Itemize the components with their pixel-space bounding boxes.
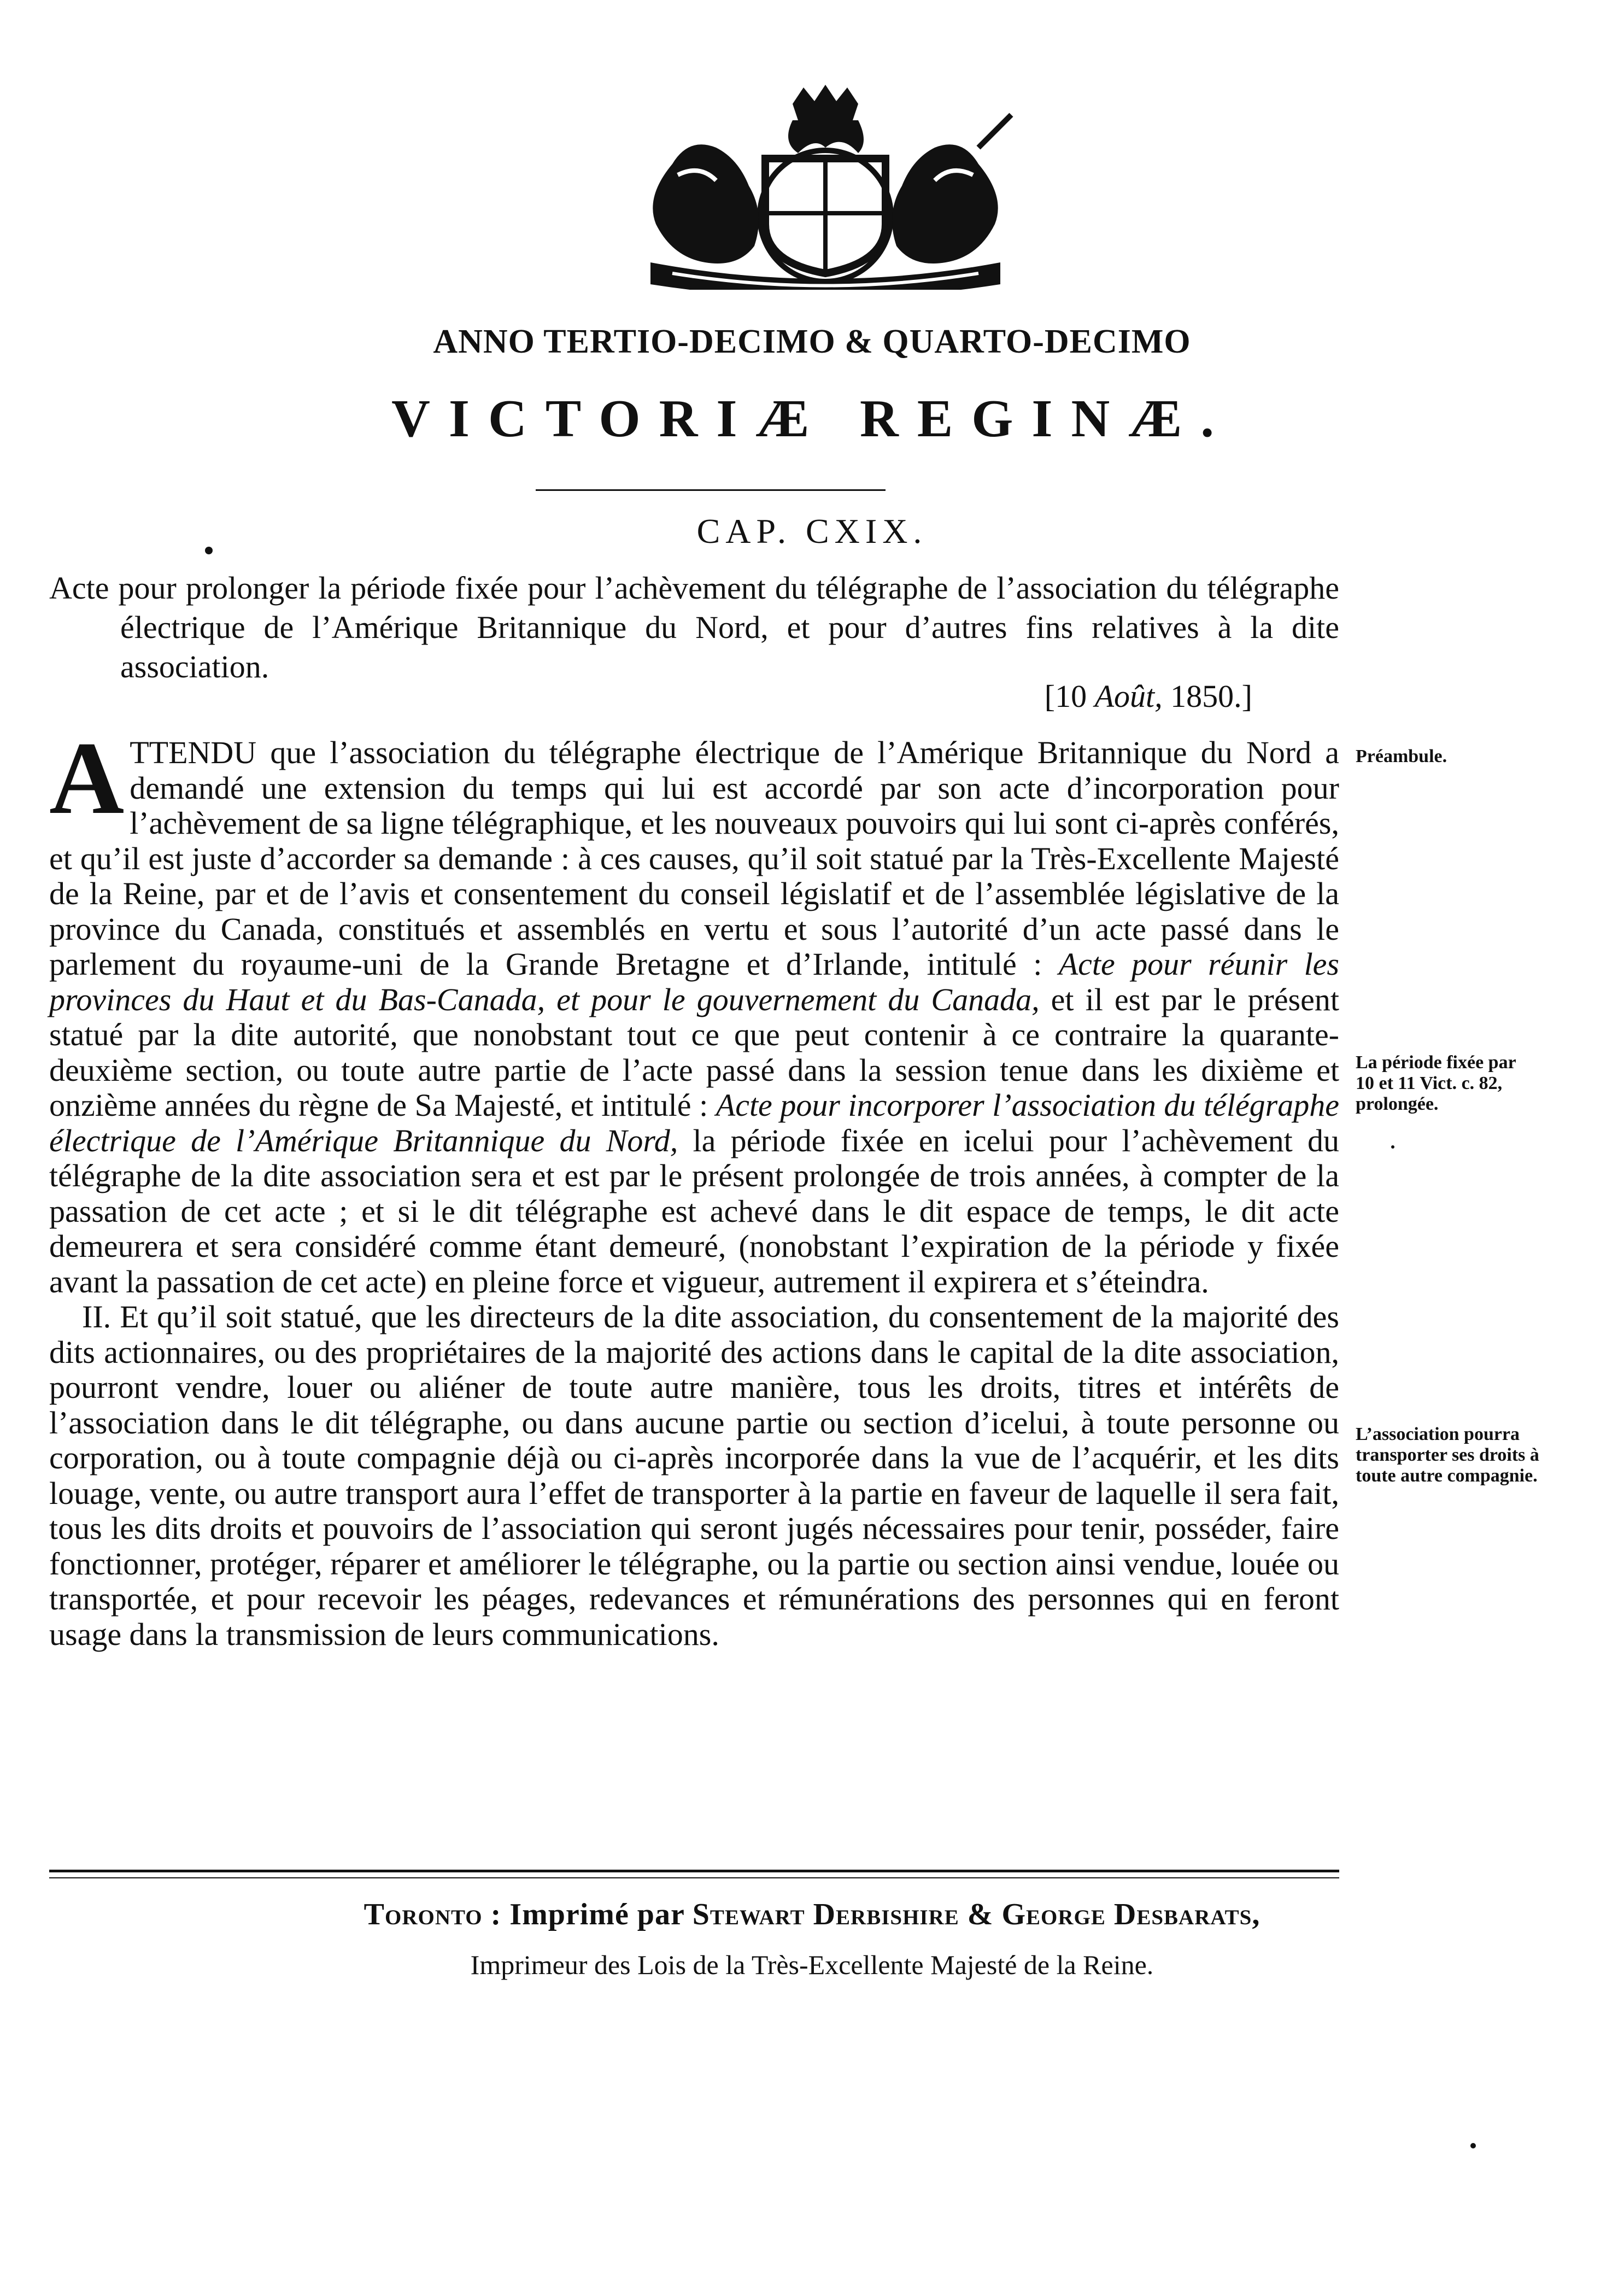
union-act-title: Acte pour réunir les provinces du Haut et du Bas-Canada, et pour le gouvernement du Canada, [49, 946, 1339, 1017]
ink-speck [1470, 2143, 1476, 2148]
act-date-month: Août, [1094, 678, 1163, 714]
regnal-name-heading: VICTORIÆ REGINÆ. [391, 389, 1233, 448]
printer-imprint [0, 1897, 1624, 1932]
telegraph-act-title: Acte pour incorporer l’association du télégraphe électrique de l’Amérique Britannique du Nord, [49, 1087, 1339, 1158]
preamble-text-c: la période fixée en icelui pour l’achèvement du télégraphe de la dite association sera et est par le présent prolongée de trois années, à compter de la passation de cet acte ; et si le dit télégraphe est achevé dans le dit espace de temps, le dit acte demeurera et sera considéré comme étant demeuré, (nonobstant l’expiration de la période y fixée avant la passation de cet acte) en pleine force et vigueur, autrement il expirera et s’éteindra. [49, 1122, 1339, 1299]
act-title [49, 569, 1339, 687]
printer-title: Imprimeur des Lois de la Très-Excellente Majesté de la Reine. [470, 1949, 1154, 1980]
margin-note-transfer: L’association pourra transporter ses droits à toute autre compagnie. [1356, 1424, 1539, 1486]
margin-note-period-line3: prolongée. [1356, 1094, 1439, 1114]
heading-divider [536, 489, 886, 491]
drop-cap: A [49, 721, 125, 836]
act-body [49, 721, 1339, 1652]
preamble-text-b: et il est par le présent statué par la dite autorité, que nonobstant tout ce que peut contenir à ce contraire la quarante-deuxième section, ou toute autre partie de l’acte passé dans la session tenue dans les dixième et onzième années du règne de Sa Majesté, et intitulé : [49, 981, 1339, 1123]
margin-note-period [1356, 1052, 1563, 1115]
imprint-city: Toronto [364, 1898, 483, 1931]
margin-note-period-line1: La période fixée par [1356, 1052, 1516, 1073]
imprint-printer1: Stewart Derbishire [692, 1898, 959, 1931]
act-date [1045, 678, 1252, 715]
act-date-prefix: [10 [1044, 678, 1095, 714]
preamble-text-a: TTENDU que l’association du télégraphe électrique de l’Amérique Britannique du Nord a demandé une extension du temps qui lui est accordé par son acte d’incorporation pour l’achèvement de sa ligne télégraphique, et les nouveaux pouvoirs qui lui sont ci-après conférés, et qu’il est juste d’accorder sa demande : à ces causes, qu’il soit statué par la Très-Excellente Majesté de la Reine, par et de l’avis et consentement du conseil législatif et de l’assemblée législative de la province du Canada, constitués et assemblés en vertu et sous l’autorité d’un acte passé dans le parlement du royaume-uni de la Grande Bretagne et d’Irlande, intitulé : [49, 735, 1339, 982]
preamble-paragraph [49, 721, 1339, 1299]
ink-speck [205, 547, 213, 554]
imprint-printed-by: : Imprimé par [482, 1898, 693, 1931]
margin-note-preamble: Préambule. [1356, 746, 1447, 766]
section-two-paragraph: II. Et qu’il soit statué, que les directeurs de la dite association, du consentement de la majorité des dits actionnaires, ou des propriétaires de la majorité des actions dans le capital de la dite association, pourront vendre, louer ou aliéner de toute autre manière, tous les droits, titres et intérêts de l’association dans le dit télégraphe, ou dans aucune partie ou section d’icelui, à toute personne ou corporation, ou à toute compagnie déjà ou ci-après incorporée dans la vue de l’acquérir, et les dits louage, vente, ou autre transport aura l’effet de transporter à la partie en faveur de laquelle il sera fait, tous les dits droits et pouvoirs de l’association qui seront jugés nécessaires pour tenir, posséder, faire fonctionner, protéger, réparer et améliorer le télégraphe, ou la partie ou section ainsi vendue, louée ou transportée, et pour recevoir les péages, redevances et rémunérations des personnes qui en feront usage dans la transmission de leurs communications. [49, 1299, 1339, 1652]
ink-speck [1391, 1145, 1394, 1149]
footer-rule-thin [49, 1877, 1339, 1878]
act-title-text: Acte pour prolonger la période fixée pour l’achèvement du télégraphe de l’association du télégraphe électrique de l’Amérique Britannique du Nord, et pour d’autres fins relatives à la dite association. [49, 570, 1339, 684]
act-date-suffix: 1850.] [1162, 678, 1252, 714]
regnal-year-heading: ANNO TERTIO-DECIMO & QUARTO-DECIMO [433, 323, 1191, 360]
margin-note-period-line2: 10 et 11 Vict. c. 82, [1356, 1073, 1503, 1093]
imprint-amp: & [959, 1898, 1002, 1931]
footer-rule-thick [49, 1870, 1339, 1872]
imprint-printer2: George Desbarats, [1001, 1898, 1260, 1931]
royal-coat-of-arms-emblem [508, 82, 1142, 290]
chapter-number: CAP. CXIX. [696, 512, 928, 551]
